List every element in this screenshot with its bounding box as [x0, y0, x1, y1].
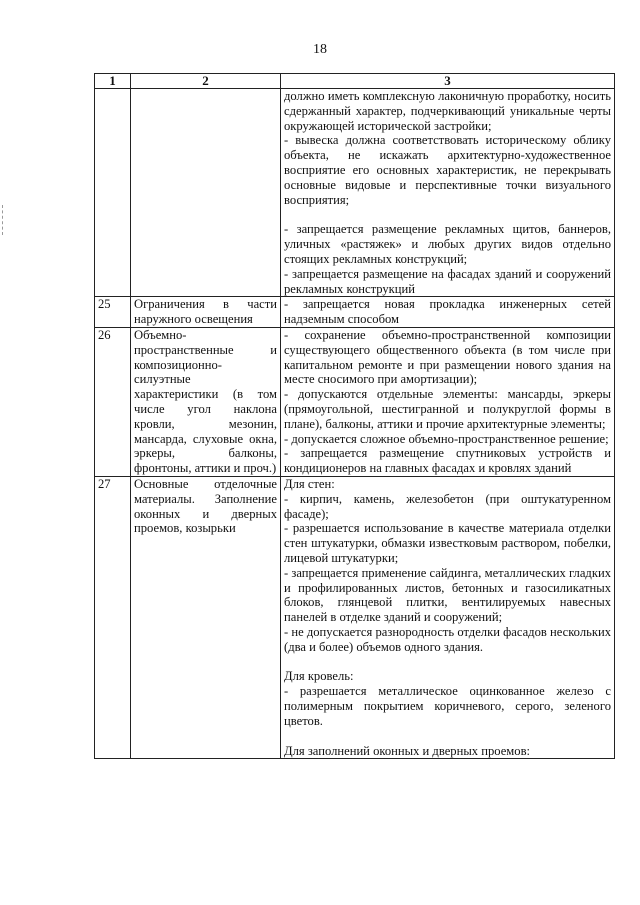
row-content: [281, 297, 615, 328]
row-name: Объемно-пространственные и композиционно-силуэтные характеристики (в том числе угол наклона кровли, мезонин, мансарда, слуховые окна, эркеры, балконы, фронтоны, аттики и проч.): [131, 327, 281, 476]
content-paragraph: - разрешается металлическое оцинкованное железо с полимерным покрытием коричневого, серого, зеленого цветов.: [284, 684, 611, 728]
margin-scan-mark: [2, 205, 5, 235]
content-paragraph: должно иметь комплексную лаконичную проработку, носить сдержанный характер, подчеркивающий уникальные черты окружающей исторической застройки;: [284, 89, 611, 133]
content-paragraph: - вывеска должна соответствовать историческому облику объекта, не искажать архитектурно-художественное восприятие его основных характеристик, не перекрывать основные видовые и перспективные точки визуального восприятия;: [284, 133, 611, 207]
row-content: [281, 89, 615, 297]
table-header-row: [95, 74, 615, 89]
content-paragraph: Для стен:: [284, 476, 335, 491]
content-paragraph: - сохранение объемно-пространственной композиции существующего общественного объекта (в том числе при капитальном ремонте и при размещении нового здания на месте сносимого при амортизации);: [284, 327, 611, 387]
content-paragraph: - допускаются отдельные элементы: мансарды, эркеры (прямоугольной, шестигранной и полукруглой формы в плане), балконы, аттики и прочие архитектурные элементы;: [284, 387, 611, 431]
row-content: [281, 327, 615, 476]
content-paragraph: - запрещается новая прокладка инженерных сетей надземным способом: [284, 297, 611, 327]
column-header-3: 3: [281, 74, 615, 89]
row-name: Основные отделочные материалы. Заполнение оконных и дверных проемов, козырьки: [131, 476, 281, 759]
row-content: [281, 476, 615, 759]
row-number: 26: [95, 327, 131, 476]
column-header-2: 2: [131, 74, 281, 89]
row-number: 25: [95, 297, 131, 328]
table-row: [95, 327, 615, 476]
content-paragraph: - разрешается использование в качестве материала отделки стен штукатурки, обмазки известковым раствором, побелки, лицевой штукатурки;: [284, 521, 611, 565]
table-row: [95, 297, 615, 328]
column-header-1: 1: [95, 74, 131, 89]
content-paragraph: - не допускается разнородность отделки фасадов нескольких (два и более) объемов одного здания.: [284, 624, 611, 654]
content-paragraph: - кирпич, камень, железобетон (при оштукатуренном фасаде);: [284, 491, 611, 521]
content-paragraph: - запрещается размещение спутниковых устройств и кондиционеров на главных фасадах и кровлях зданий: [284, 446, 611, 476]
content-paragraph: - запрещается размещение рекламных щитов, баннеров, уличных «растяжек» и любых других видов отдельно стоящих рекламных конструкций;: [284, 222, 611, 266]
row-number: 27: [95, 476, 131, 759]
row-name: Ограничения в части наружного освещения: [131, 297, 281, 328]
row-number: [95, 89, 131, 297]
content-paragraph: - допускается сложное объемно-пространственное решение;: [284, 431, 609, 446]
table-row: [95, 89, 615, 297]
content-paragraph: Для заполнений оконных и дверных проемов:: [284, 743, 531, 758]
page-number: 18: [313, 42, 327, 57]
paragraph-gap: [284, 729, 611, 744]
row-name: [131, 89, 281, 297]
requirements-table: [94, 73, 615, 759]
content-paragraph: Для кровель:: [284, 669, 354, 684]
content-paragraph: - запрещается применение сайдинга, металлических гладких и профилированных листов, бетонных и газосиликатных блоков, глянцевой плитки, вентилируемых навесных панелей в отделке зданий и сооружений;: [284, 565, 611, 625]
table-row: [95, 476, 615, 759]
paragraph-gap: [284, 654, 611, 669]
content-paragraph: - запрещается размещение на фасадах зданий и сооружений рекламных конструкций: [284, 266, 611, 296]
paragraph-gap: [284, 207, 611, 222]
